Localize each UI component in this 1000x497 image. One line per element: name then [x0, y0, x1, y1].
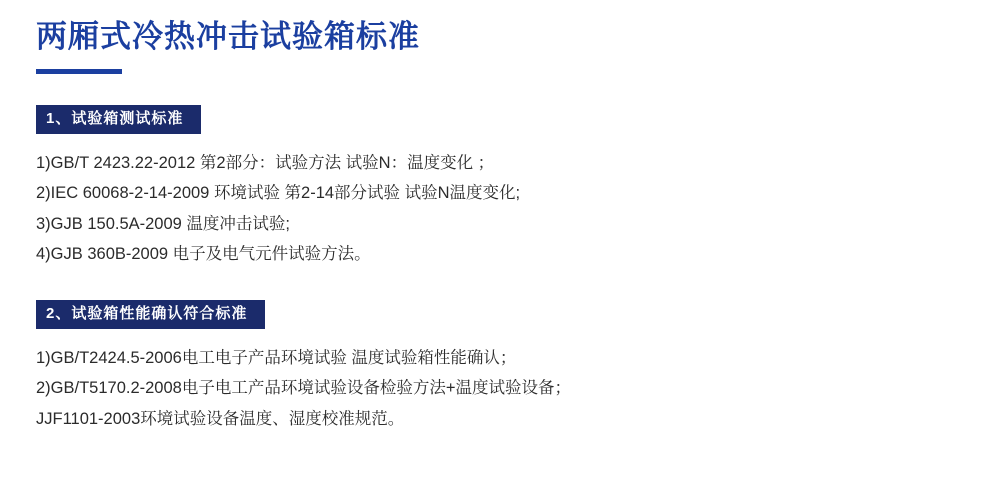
section-test-standards — [36, 105, 956, 270]
title-block — [36, 18, 420, 74]
standard-line: 2)IEC 60068-2-14-2009 环境试验 第2-14部分试验 试验N温度变化; — [36, 184, 521, 202]
page-title: 两厢式冷热冲击试验箱标准 — [36, 19, 420, 54]
standard-line: JJF1101-2003环境试验设备温度、湿度校准规范。 — [36, 409, 405, 428]
section-header-1: 1、试验箱测试标准 — [36, 105, 201, 134]
section-header-2: 2、试验箱性能确认符合标准 — [36, 300, 265, 329]
section-performance-standards — [36, 300, 956, 434]
title-underline-accent — [36, 69, 122, 74]
standard-line: 1)GB/T2424.5-2006电工电子产品环境试验 温度试验箱性能确认； — [36, 348, 517, 367]
standard-line: 1)GB/T 2423.22-2012 第2部分：试验方法 试验N：温度变化 ； — [36, 153, 495, 172]
standard-line: 3)GJB 150.5A-2009 温度冲击试验; — [36, 214, 291, 233]
standard-line: 2)GB/T5170.2-2008电子电工产品环境试验设备检验方法+温度试验设备； — [36, 379, 571, 397]
section-body-2 — [36, 343, 956, 435]
standard-line: 4)GJB 360B-2009 电子及电气元件试验方法。 — [36, 245, 371, 263]
section-body-1 — [36, 148, 956, 270]
